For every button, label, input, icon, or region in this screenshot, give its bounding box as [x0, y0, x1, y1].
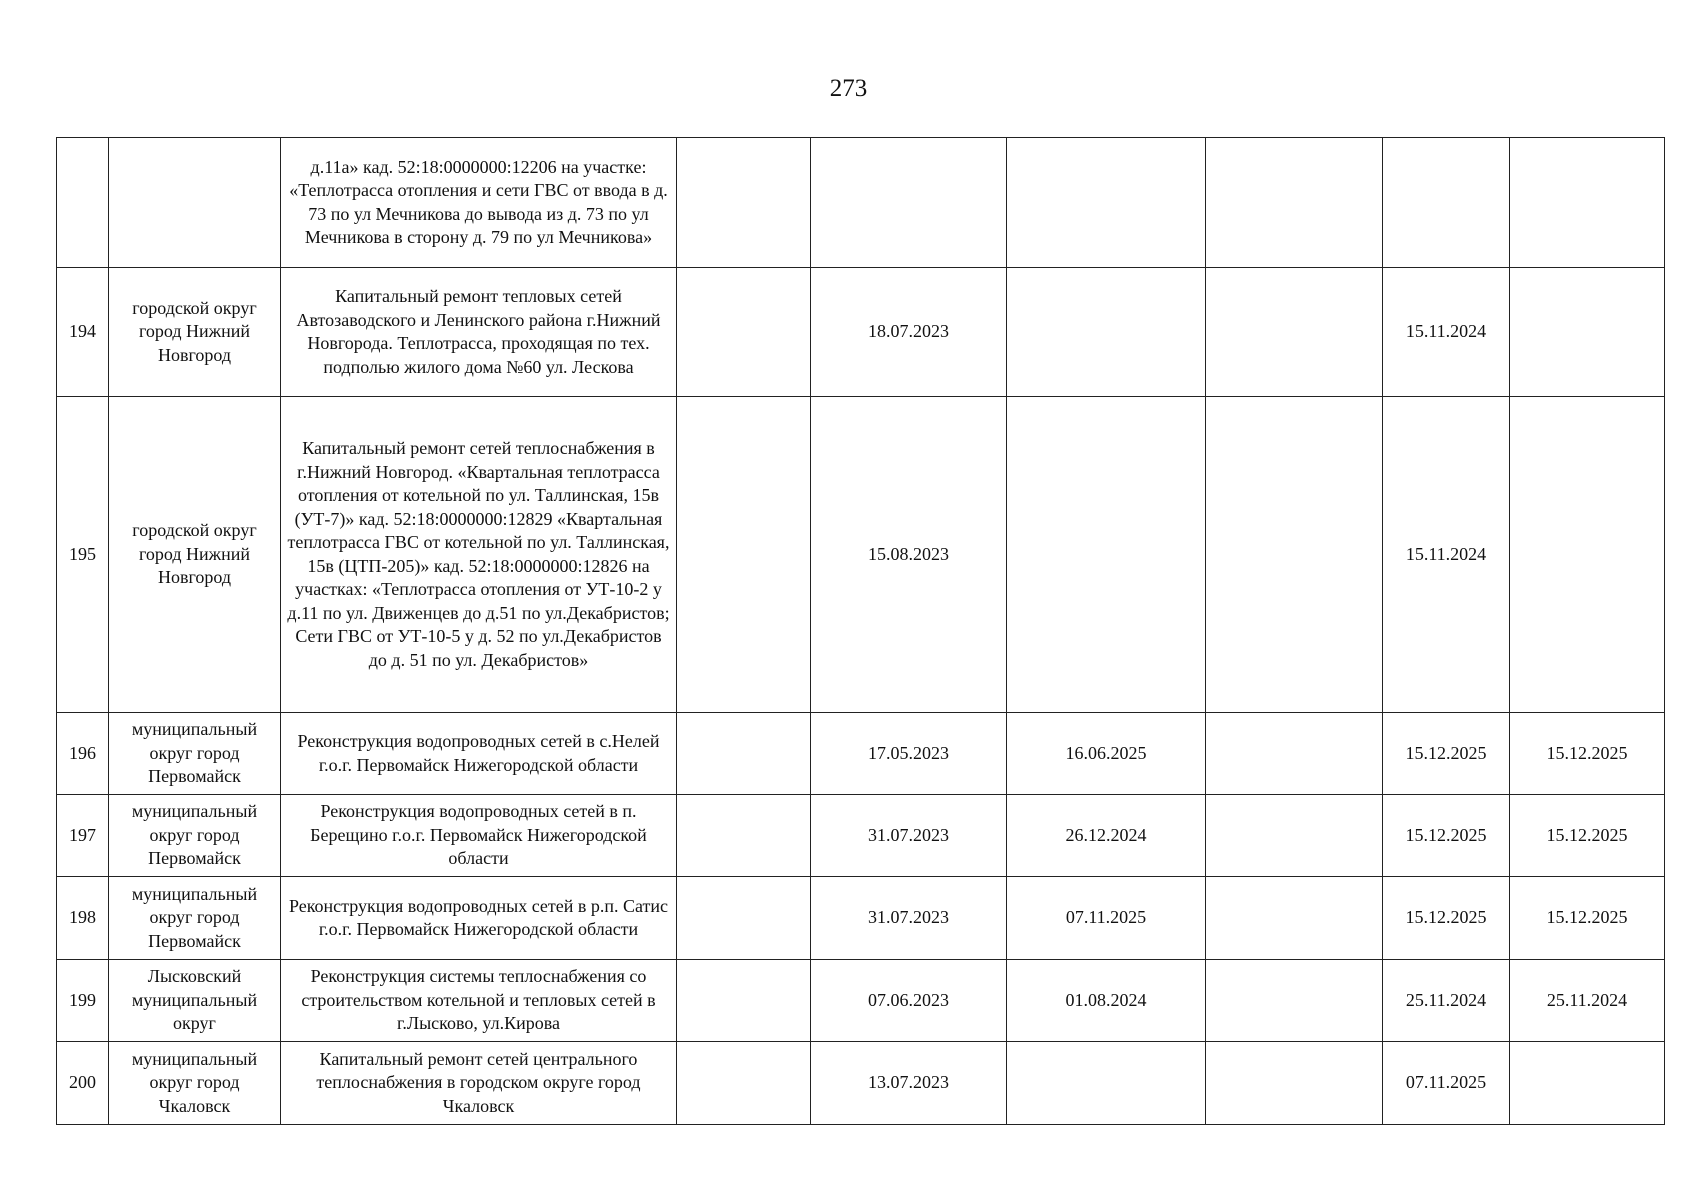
cell-number: 198 [57, 877, 109, 960]
cell-col6: 07.11.2025 [1007, 877, 1206, 960]
cell-col7 [1206, 877, 1383, 960]
cell-col8: 15.11.2024 [1383, 397, 1510, 713]
table-row [57, 960, 1665, 1042]
cell-col6 [1007, 268, 1206, 397]
cell-col6 [1007, 1042, 1206, 1125]
cell-district: городской округ город Нижний Новгород [109, 397, 281, 713]
cell-col4 [677, 397, 811, 713]
cell-col5: 31.07.2023 [811, 795, 1007, 877]
cell-col6: 26.12.2024 [1007, 795, 1206, 877]
cell-description: Капитальный ремонт тепловых сетей Автозаводского и Ленинского района г.Нижний Новгорода. Теплотрасса, проходящая по тех. подполью жилого дома №60 ул. Лескова [281, 268, 677, 397]
cell-number: 194 [57, 268, 109, 397]
cell-col9 [1510, 138, 1665, 268]
cell-col5: 31.07.2023 [811, 877, 1007, 960]
cell-col5: 18.07.2023 [811, 268, 1007, 397]
cell-col5: 07.06.2023 [811, 960, 1007, 1042]
cell-col8: 15.12.2025 [1383, 877, 1510, 960]
cell-description: д.11а» кад. 52:18:0000000:12206 на участке: «Теплотрасса отопления и сети ГВС от ввода в д. 73 по ул Мечникова до вывода из д. 73 по ул Мечникова в сторону д. 79 по ул Мечникова» [281, 138, 677, 268]
table-row [57, 268, 1665, 397]
cell-number [57, 138, 109, 268]
cell-col5: 15.08.2023 [811, 397, 1007, 713]
cell-col9: 25.11.2024 [1510, 960, 1665, 1042]
cell-col4 [677, 138, 811, 268]
table-row [57, 795, 1665, 877]
table-row [57, 877, 1665, 960]
cell-number: 197 [57, 795, 109, 877]
cell-col8: 15.12.2025 [1383, 795, 1510, 877]
cell-district: Лысковский муниципальный округ [109, 960, 281, 1042]
cell-district: городской округ город Нижний Новгород [109, 268, 281, 397]
cell-col8: 15.12.2025 [1383, 713, 1510, 795]
cell-description: Капитальный ремонт сетей теплоснабжения в г.Нижний Новгород. «Квартальная теплотрасса отопления от котельной по ул. Таллинская, 15в (УТ-7)» кад. 52:18:0000000:12829 «Квартальная теплотрасса ГВС от котельной по ул. Таллинская, 15в (ЦТП-205)» кад. 52:18:0000000:12826 на участках: «Теплотрасса отопления от УТ-10-2 у д.11 по ул. Движенцев до д.51 по ул.Декабристов; Сети ГВС от УТ-10-5 у д. 52 по ул.Декабристов до д. 51 по ул. Декабристов» [281, 397, 677, 713]
cell-number: 199 [57, 960, 109, 1042]
cell-col8: 15.11.2024 [1383, 268, 1510, 397]
table-row [57, 138, 1665, 268]
cell-col4 [677, 877, 811, 960]
cell-col6 [1007, 138, 1206, 268]
cell-col9: 15.12.2025 [1510, 713, 1665, 795]
cell-col7 [1206, 397, 1383, 713]
cell-description: Реконструкция водопроводных сетей в с.Нелей г.о.г. Первомайск Нижегородской области [281, 713, 677, 795]
cell-col9 [1510, 1042, 1665, 1125]
cell-col4 [677, 268, 811, 397]
cell-col4 [677, 1042, 811, 1125]
cell-col8: 07.11.2025 [1383, 1042, 1510, 1125]
cell-district: муниципальный округ город Первомайск [109, 877, 281, 960]
cell-number: 195 [57, 397, 109, 713]
cell-col6: 01.08.2024 [1007, 960, 1206, 1042]
cell-col7 [1206, 138, 1383, 268]
cell-col7 [1206, 713, 1383, 795]
cell-description: Капитальный ремонт сетей центрального теплоснабжения в городском округе город Чкаловск [281, 1042, 677, 1125]
cell-col4 [677, 960, 811, 1042]
cell-col8: 25.11.2024 [1383, 960, 1510, 1042]
cell-col6: 16.06.2025 [1007, 713, 1206, 795]
cell-col9: 15.12.2025 [1510, 877, 1665, 960]
cell-district: муниципальный округ город Чкаловск [109, 1042, 281, 1125]
cell-col9: 15.12.2025 [1510, 795, 1665, 877]
cell-number: 196 [57, 713, 109, 795]
cell-col7 [1206, 960, 1383, 1042]
cell-number: 200 [57, 1042, 109, 1125]
cell-col9 [1510, 397, 1665, 713]
cell-district: муниципальный округ город Первомайск [109, 795, 281, 877]
cell-district [109, 138, 281, 268]
table-row [57, 1042, 1665, 1125]
cell-col5 [811, 138, 1007, 268]
cell-description: Реконструкция водопроводных сетей в р.п. Сатис г.о.г. Первомайск Нижегородской области [281, 877, 677, 960]
table-row [57, 713, 1665, 795]
cell-district: муниципальный округ город Первомайск [109, 713, 281, 795]
cell-col7 [1206, 1042, 1383, 1125]
cell-col4 [677, 713, 811, 795]
table-row [57, 397, 1665, 713]
cell-col7 [1206, 268, 1383, 397]
cell-col7 [1206, 795, 1383, 877]
cell-description: Реконструкция системы теплоснабжения со строительством котельной и тепловых сетей в г.Лысково, ул.Кирова [281, 960, 677, 1042]
page-number: 273 [829, 75, 868, 102]
cell-description: Реконструкция водопроводных сетей в п. Берещино г.о.г. Первомайск Нижегородской области [281, 795, 677, 877]
cell-col5: 17.05.2023 [811, 713, 1007, 795]
cell-col5: 13.07.2023 [811, 1042, 1007, 1125]
cell-col9 [1510, 268, 1665, 397]
data-table [56, 137, 1665, 1125]
cell-col6 [1007, 397, 1206, 713]
cell-col4 [677, 795, 811, 877]
cell-col8 [1383, 138, 1510, 268]
